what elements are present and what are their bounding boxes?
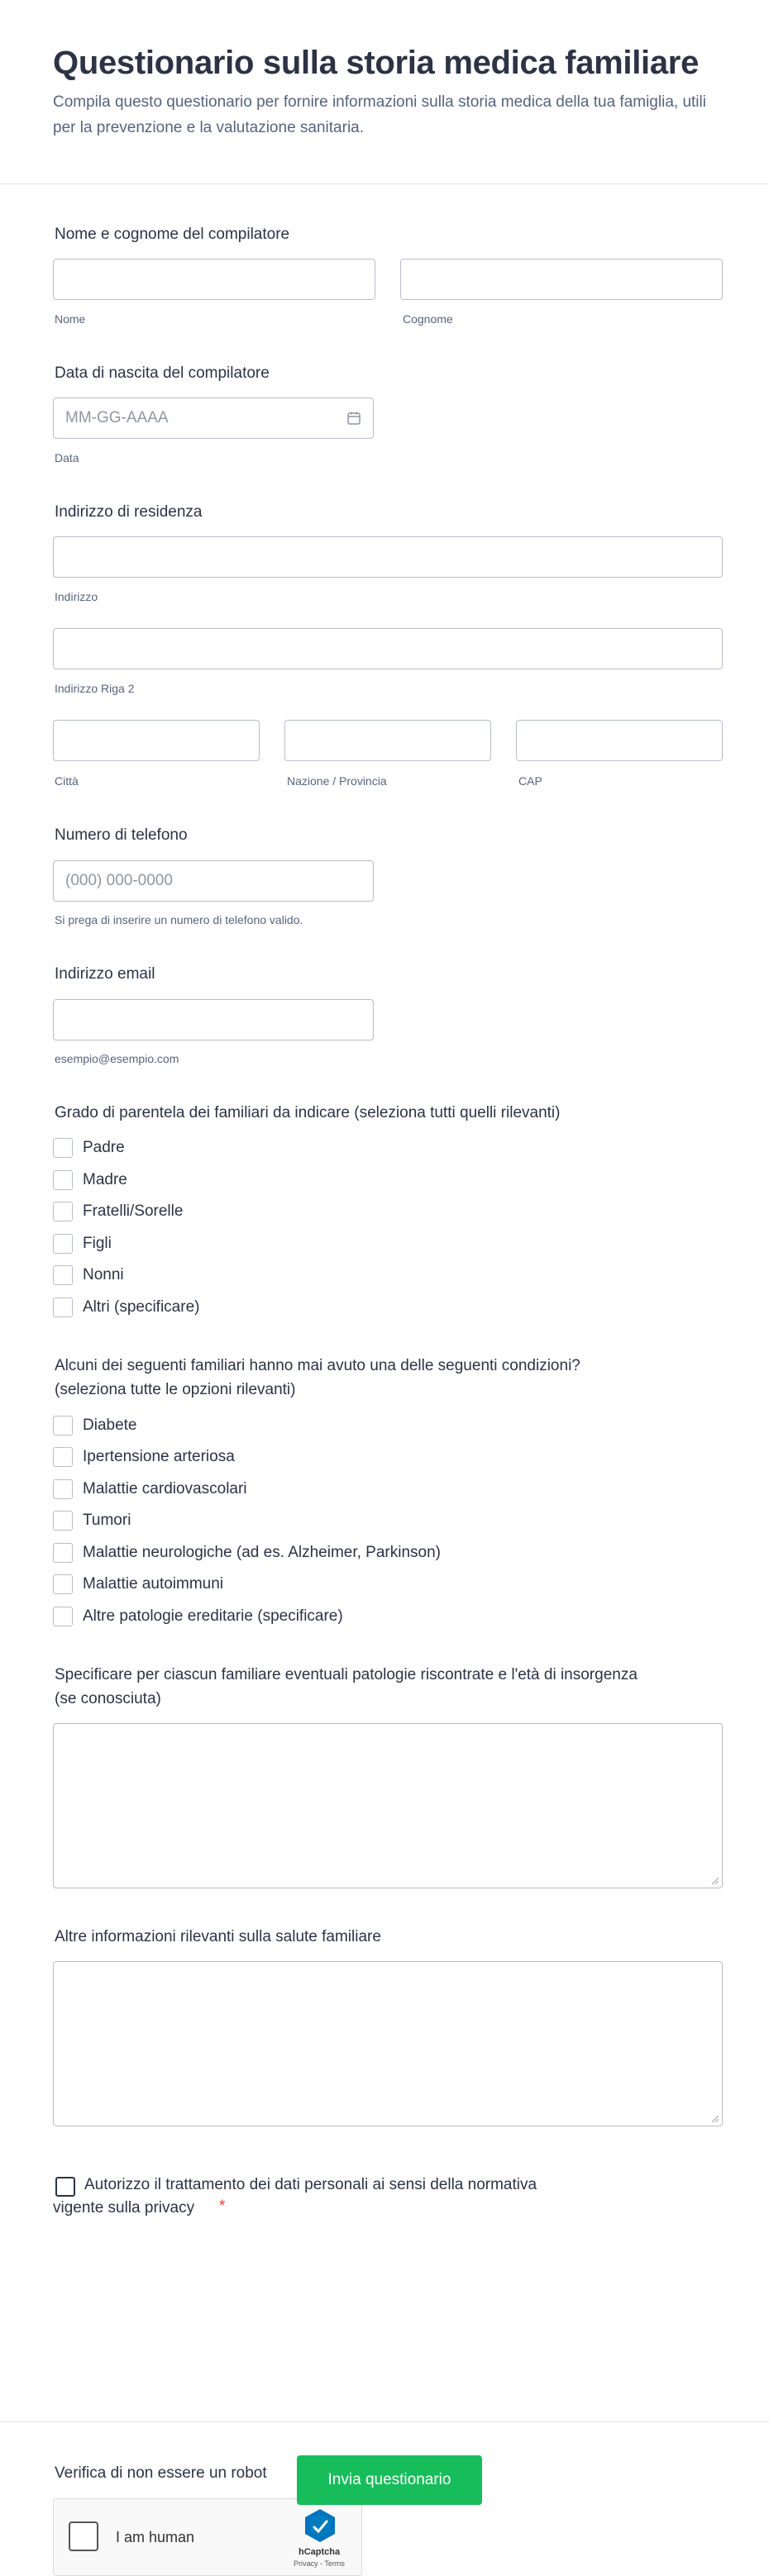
checkbox-label: Malattie neurologiche (ad es. Alzheimer, Parkinson) — [83, 1544, 442, 1561]
details-textarea[interactable] — [53, 1723, 723, 1888]
consent-checkbox[interactable] — [55, 2177, 75, 2197]
email-sublabel: esempio@esempio.com — [55, 1052, 179, 1065]
checkbox-label: Ipertensione arteriosa — [83, 1448, 235, 1465]
checkbox-label: Altre patologie ereditarie (specificare) — [83, 1607, 343, 1625]
address-line2-sublabel: Indirizzo Riga 2 — [55, 682, 135, 695]
checkbox-label: Malattie autoimmuni — [83, 1575, 224, 1593]
form-description: Compila questo questionario per fornire informazioni sulla storia medica della tua famiglia, utili per la prevenzione e la valutazione sanitaria. — [53, 93, 706, 136]
other-info-label: Altre informazioni rilevanti sulla salute familiare — [55, 1928, 381, 1945]
address-line2-input[interactable] — [53, 628, 723, 669]
email-input[interactable] — [53, 999, 374, 1040]
consent-text-line2: vigente sulla privacy — [53, 2199, 195, 2217]
checkbox[interactable] — [53, 1543, 73, 1563]
city-sublabel: Città — [55, 774, 79, 788]
checkbox-option[interactable] — [53, 1415, 137, 1436]
checkbox[interactable] — [53, 1234, 73, 1254]
checkbox-option[interactable] — [53, 1510, 131, 1531]
state-sublabel: Nazione / Provincia — [287, 774, 387, 788]
state-input[interactable] — [284, 720, 491, 761]
checkbox[interactable] — [53, 1265, 73, 1285]
checkbox-option[interactable] — [53, 1574, 223, 1595]
checkbox-option[interactable] — [53, 1606, 343, 1627]
city-input[interactable] — [53, 720, 260, 761]
checkbox-label: Malattie cardiovascolari — [83, 1480, 247, 1498]
checkbox-option[interactable] — [53, 1233, 112, 1255]
form-footer — [0, 2421, 769, 2542]
phone-input[interactable] — [53, 860, 374, 902]
checkbox-option[interactable] — [53, 1297, 199, 1318]
checkbox[interactable] — [53, 1574, 73, 1594]
phone-label: Numero di telefono — [55, 826, 188, 844]
checkbox-label: Figli — [83, 1235, 112, 1252]
checkbox-label: Altri (specificare) — [83, 1298, 200, 1316]
other-info-textarea[interactable] — [53, 1961, 723, 2126]
consent-text-line1: Autorizzo il trattamento dei dati personali ai sensi della normativa — [84, 2176, 537, 2193]
checkbox-option[interactable] — [53, 1137, 125, 1159]
submit-button[interactable]: Invia questionario — [297, 2455, 482, 2505]
phone-sublabel: Si prega di inserire un numero di telefono valido. — [55, 913, 303, 926]
checkbox[interactable] — [53, 1138, 73, 1158]
checkbox-label: Nonni — [83, 1266, 124, 1283]
address-label: Indirizzo di residenza — [55, 503, 203, 521]
resize-grip-icon[interactable] — [712, 2116, 719, 2122]
email-label: Indirizzo email — [55, 965, 155, 983]
checkbox[interactable] — [53, 1416, 73, 1436]
dob-sublabel: Data — [55, 451, 79, 464]
address-line1-input[interactable] — [53, 536, 723, 578]
details-label-line2: (se conosciuta) — [55, 1690, 161, 1707]
required-asterisk: * — [219, 2197, 226, 2215]
relatives-label: Grado di parentela dei familiari da indicare (seleziona tutti quelli rilevanti) — [55, 1104, 561, 1121]
checkbox-label: Tumori — [83, 1512, 131, 1529]
form-title: Questionario sulla storia medica familiare — [53, 45, 700, 81]
zip-sublabel: CAP — [518, 774, 542, 788]
conditions-label-line2: (seleziona tutte le opzioni rilevanti) — [55, 1381, 296, 1398]
address-line1-sublabel: Indirizzo — [55, 590, 98, 603]
captcha-checkbox-label: I am human — [116, 2529, 195, 2545]
checkbox-option[interactable] — [53, 1169, 127, 1191]
name-label: Nome e cognome del compilatore — [55, 226, 290, 243]
form-header — [0, 0, 769, 184]
checkbox[interactable] — [53, 1170, 73, 1190]
checkbox-label: Fratelli/Sorelle — [83, 1202, 184, 1220]
calendar-icon[interactable] — [346, 411, 361, 430]
last-name-sublabel: Cognome — [403, 312, 453, 326]
phone-placeholder: (000) 000-0000 — [65, 872, 173, 889]
conditions-label-line1: Alcuni dei seguenti familiari hanno mai avuto una delle seguenti condizioni? — [55, 1357, 580, 1374]
checkbox-option[interactable] — [53, 1446, 235, 1468]
last-name-input[interactable] — [400, 259, 723, 300]
dob-label: Data di nascita del compilatore — [55, 364, 270, 382]
checkbox[interactable] — [53, 1447, 73, 1467]
details-label-line1: Specificare per ciascun familiare eventuali patologie riscontrate e l'età di insorgenza — [55, 1666, 638, 1683]
zip-input[interactable] — [516, 720, 723, 761]
resize-grip-icon[interactable] — [712, 1878, 719, 1884]
form-body — [0, 184, 769, 2568]
dob-input[interactable] — [53, 398, 374, 439]
checkbox-label: Diabete — [83, 1417, 137, 1434]
checkbox[interactable] — [53, 1298, 73, 1317]
checkbox[interactable] — [53, 1607, 73, 1626]
checkbox-label: Madre — [83, 1171, 127, 1188]
captcha-label: Verifica di non essere un robot — [55, 2464, 267, 2482]
checkbox[interactable] — [53, 1202, 73, 1221]
hcaptcha-brand: hCaptcha — [299, 2547, 341, 2557]
checkbox[interactable] — [53, 1511, 73, 1531]
checkbox-option[interactable] — [53, 1542, 441, 1564]
checkbox-option[interactable] — [53, 1264, 124, 1286]
checkbox-option[interactable] — [53, 1478, 247, 1500]
first-name-sublabel: Nome — [55, 312, 86, 326]
first-name-input[interactable] — [53, 259, 375, 300]
hcaptcha-links[interactable]: Privacy - Terms — [294, 2559, 345, 2568]
checkbox-option[interactable] — [53, 1201, 183, 1222]
dob-placeholder: MM-GG-AAAA — [65, 409, 169, 426]
checkbox-label: Padre — [83, 1139, 125, 1156]
checkbox[interactable] — [53, 1479, 73, 1499]
